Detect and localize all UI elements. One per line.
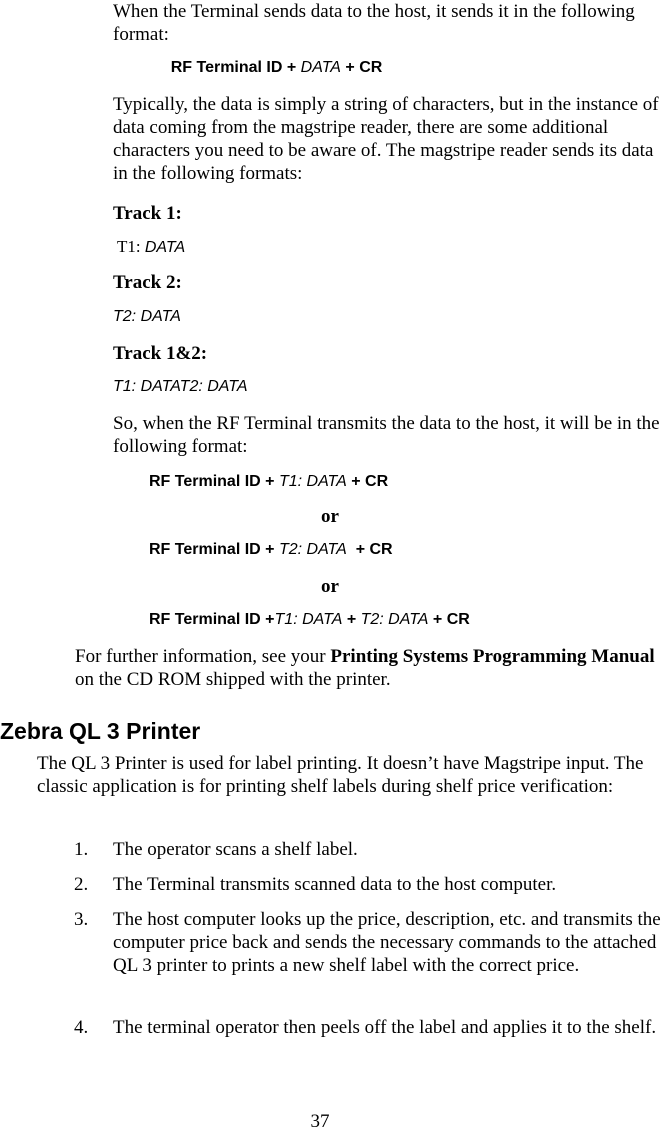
- track12-value: T1: DATAT2: DATA: [113, 378, 248, 395]
- or-separator: or: [321, 506, 339, 527]
- section-heading: Zebra QL 3 Printer: [0, 718, 201, 744]
- track1-label: Track 1:: [113, 203, 182, 224]
- or-separator: or: [321, 576, 339, 597]
- track1-prefix: T1:: [117, 237, 145, 256]
- magstripe-paragraph: Typically, the data is simply a string of characters, but in the instance of data coming from the magstripe reader, there are some additional characters you need to be aware of. The magstripe reader sends its data in the following formats:: [113, 94, 659, 184]
- step-text: The host computer looks up the price, description, etc. and transmits the computer price back and sends the necessary commands to the attached QL 3 printer to prints a new shelf label with the correct price.: [113, 909, 661, 976]
- step-item: [74, 908, 665, 977]
- format-data: DATA: [300, 59, 341, 76]
- page-number: 37: [310, 1111, 330, 1132]
- section-paragraph: The QL 3 Printer is used for label printing. It doesn’t have Magstripe input. The classic application is for printing shelf labels during shelf price verification:: [37, 753, 644, 797]
- track1-value: [117, 235, 185, 258]
- step-text: The terminal operator then peels off the label and applies it to the shelf.: [113, 1017, 657, 1038]
- step-number: 2.: [74, 874, 89, 895]
- manual-title: Printing Systems Programming Manual: [330, 646, 655, 667]
- format-option-3: RF Terminal ID +T1: DATA + T2: DATA + CR: [149, 611, 470, 628]
- further-info-paragraph: For further information, see your Printing Systems Programming Manual on the CD ROM shipped with the printer.: [75, 646, 655, 690]
- transmit-paragraph: So, when the RF Terminal transmits the data to the host, it will be in the following format:: [113, 413, 660, 457]
- step-text: The operator scans a shelf label.: [113, 839, 358, 860]
- step-item: [74, 838, 665, 861]
- format-line: [113, 58, 440, 78]
- track1-data: DATA: [144, 239, 186, 256]
- track12-label: Track 1&2:: [113, 343, 208, 364]
- intro-paragraph: When the Terminal sends data to the host, it sends it in the following format:: [113, 1, 635, 45]
- format-cr: + CR: [340, 59, 383, 76]
- track2-label: Track 2:: [113, 272, 182, 293]
- step-item: [74, 873, 665, 896]
- step-number: 3.: [74, 909, 89, 930]
- step-text: The Terminal transmits scanned data to the host computer.: [113, 874, 557, 895]
- track2-value: T2: DATA: [113, 308, 181, 325]
- step-item: [74, 1016, 665, 1039]
- format-option-2: RF Terminal ID + T2: DATA + CR: [149, 541, 393, 558]
- format-option-1: RF Terminal ID + T1: DATA + CR: [149, 473, 389, 490]
- step-number: 1.: [74, 839, 89, 860]
- format-id: RF Terminal ID +: [170, 59, 301, 76]
- step-number: 4.: [74, 1017, 89, 1038]
